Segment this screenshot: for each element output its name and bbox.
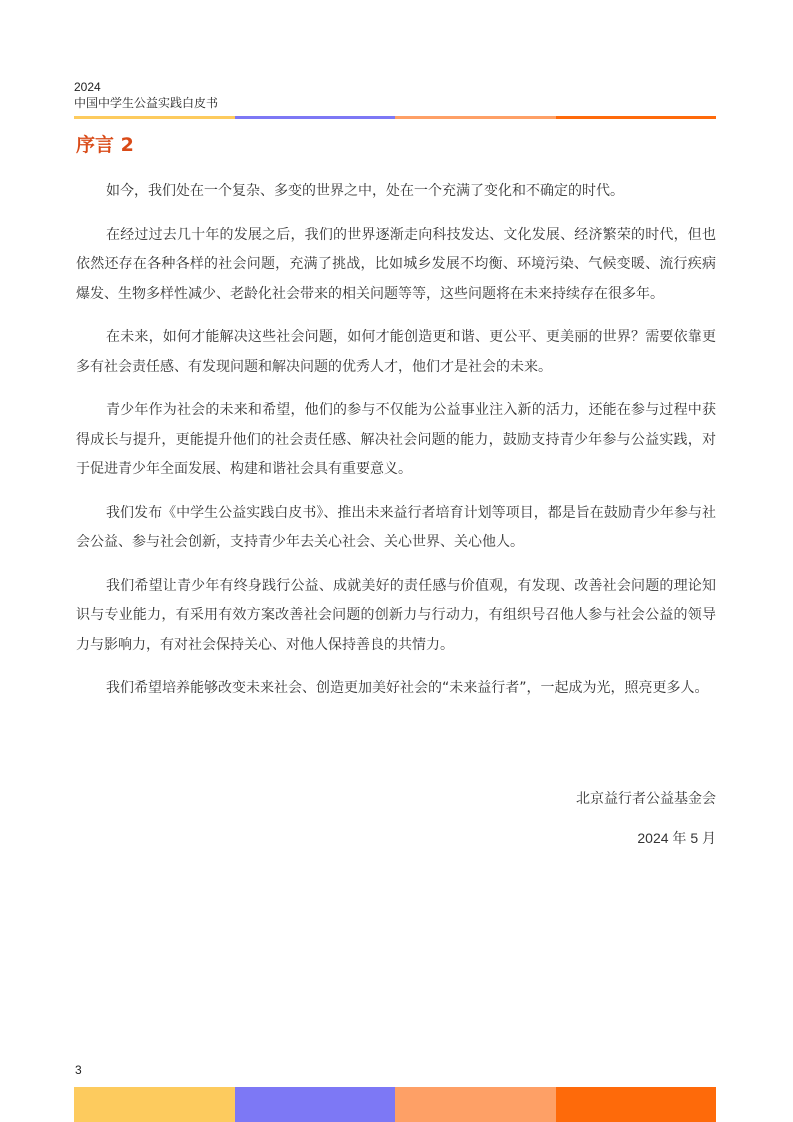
paragraph: 青少年作为社会的未来和希望，他们的参与不仅能为公益事业注入新的活力，还能在参与过程中获得成长与提升，更能提升他们的社会责任感、解决社会问题的能力，鼓励支持青少年参与公益实践，对于促进青少年全面发展、构建和谐社会具有重要意义。 (76, 402, 716, 477)
color-rule-segment-orange (556, 116, 717, 119)
paragraph: 如今，我们处在一个复杂、多变的世界之中，处在一个充满了变化和不确定的时代。 (106, 183, 624, 199)
header-color-rule (74, 116, 716, 119)
header-year: 2024 (74, 80, 101, 94)
signature-organization: 北京益行者公益基金会 (576, 791, 716, 807)
color-bar-segment-peach (395, 1087, 556, 1122)
color-rule-segment-purple (235, 116, 396, 119)
color-bar-segment-yellow (74, 1087, 235, 1122)
signature-block (576, 787, 716, 850)
color-rule-segment-yellow (74, 116, 235, 119)
paragraph: 在未来，如何才能解决这些社会问题，如何才能创造更和谐、更公平、更美丽的世界？需要依靠更多有社会责任感、有发现问题和解决问题的优秀人才，他们才是社会的未来。 (76, 329, 716, 375)
signature-date: 2024 年 5 月 (637, 830, 716, 846)
paragraph: 我们希望培养能够改变未来社会、创造更加美好社会的“未来益行者”，一起成为光，照亮更多人。 (106, 680, 709, 696)
preface-body (76, 177, 716, 718)
page-number: 3 (75, 1063, 82, 1077)
paragraph: 我们发布《中学生公益实践白皮书》、推出未来益行者培育计划等项目，都是旨在鼓励青少年参与社会公益、参与社会创新，支持青少年去关心社会、关心世界、关心他人。 (76, 504, 716, 550)
header-document-title: 中国中学生公益实践白皮书 (74, 96, 219, 110)
paragraph: 我们希望让青少年有终身践行公益、成就美好的责任感与价值观，有发现、改善社会问题的理论知识与专业能力，有采用有效方案改善社会问题的创新力与行动力，有组织号召他人参与社会公益的领导力与影响力，有对社会保持关心、对他人保持善良的共情力。 (76, 577, 716, 653)
paragraph: 在经过过去几十年的发展之后，我们的世界逐渐走向科技发达、文化发展、经济繁荣的时代，但也依然还存在各种各样的社会问题，充满了挑战，比如城乡发展不均衡、环境污染、气候变暖、流行疾病爆发、生物多样性减少、老龄化社会带来的相关问题等等，这些问题将在未来持续存在很多年。 (76, 226, 716, 302)
section-title: 序言 2 (76, 134, 134, 156)
color-rule-segment-peach (395, 116, 556, 119)
page-header (74, 79, 716, 112)
color-bar-segment-orange (556, 1087, 717, 1122)
footer-color-bar (74, 1087, 716, 1122)
color-bar-segment-purple (235, 1087, 396, 1122)
